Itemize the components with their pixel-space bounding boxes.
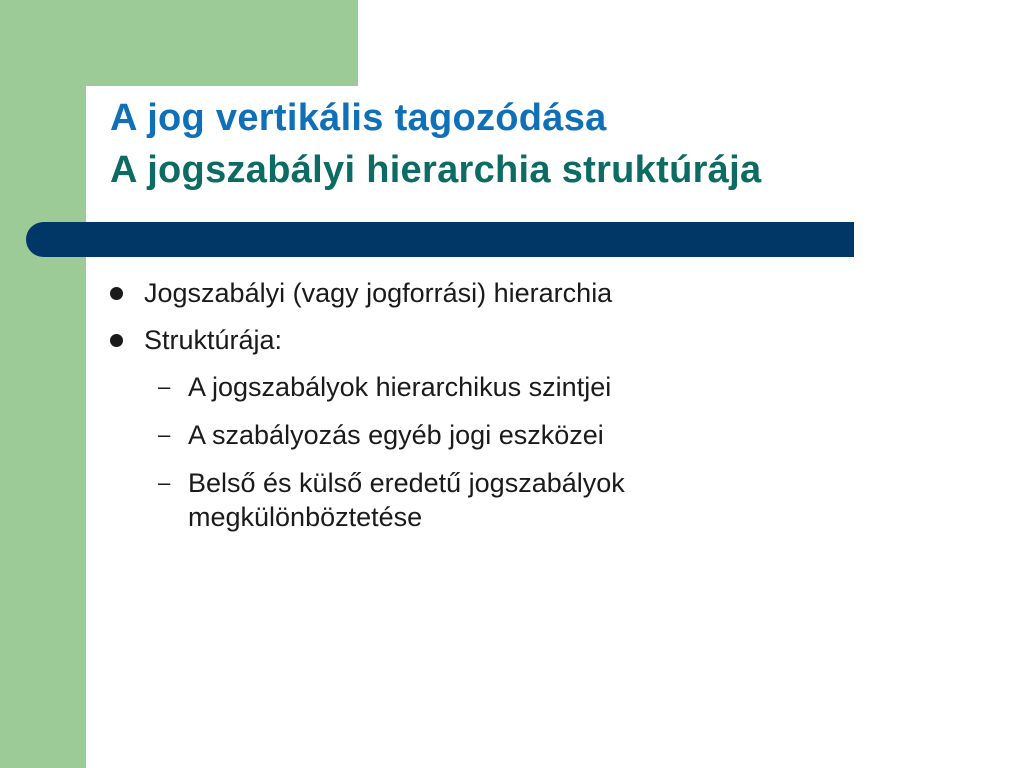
green-band-left: [0, 0, 86, 768]
sub-bullet-item: [108, 370, 988, 404]
bullet-dot-icon: [110, 287, 123, 300]
bullet-text: Jogszabályi (vagy jogforrási) hierarchia: [144, 278, 613, 308]
title-line-1: A jog vertikális tagozódása: [110, 97, 607, 139]
bullet-dot-icon: [110, 334, 123, 347]
bullet-text: Struktúrája:: [144, 325, 283, 355]
bullet-list: [108, 276, 988, 548]
sub-bullet-item: [108, 466, 988, 534]
title-line-2: A jogszabályi hierarchia struktúrája: [110, 149, 762, 191]
slide-title: [110, 92, 761, 196]
title-divider-bar: [26, 222, 854, 257]
bullet-item: [108, 276, 988, 310]
sub-bullet-item: [108, 418, 988, 452]
sub-bullet-text: Belső és külső eredetű jogszabályok megkülönböztetése: [188, 468, 625, 532]
sub-bullet-text: A jogszabályok hierarchikus szintjei: [188, 372, 612, 402]
bullet-item: [108, 323, 988, 357]
dash-bullet-icon: –: [158, 470, 171, 495]
sub-bullet-text: A szabályozás egyéb jogi eszközei: [188, 420, 604, 450]
dash-bullet-icon: –: [158, 374, 171, 399]
dash-bullet-icon: –: [158, 422, 171, 447]
